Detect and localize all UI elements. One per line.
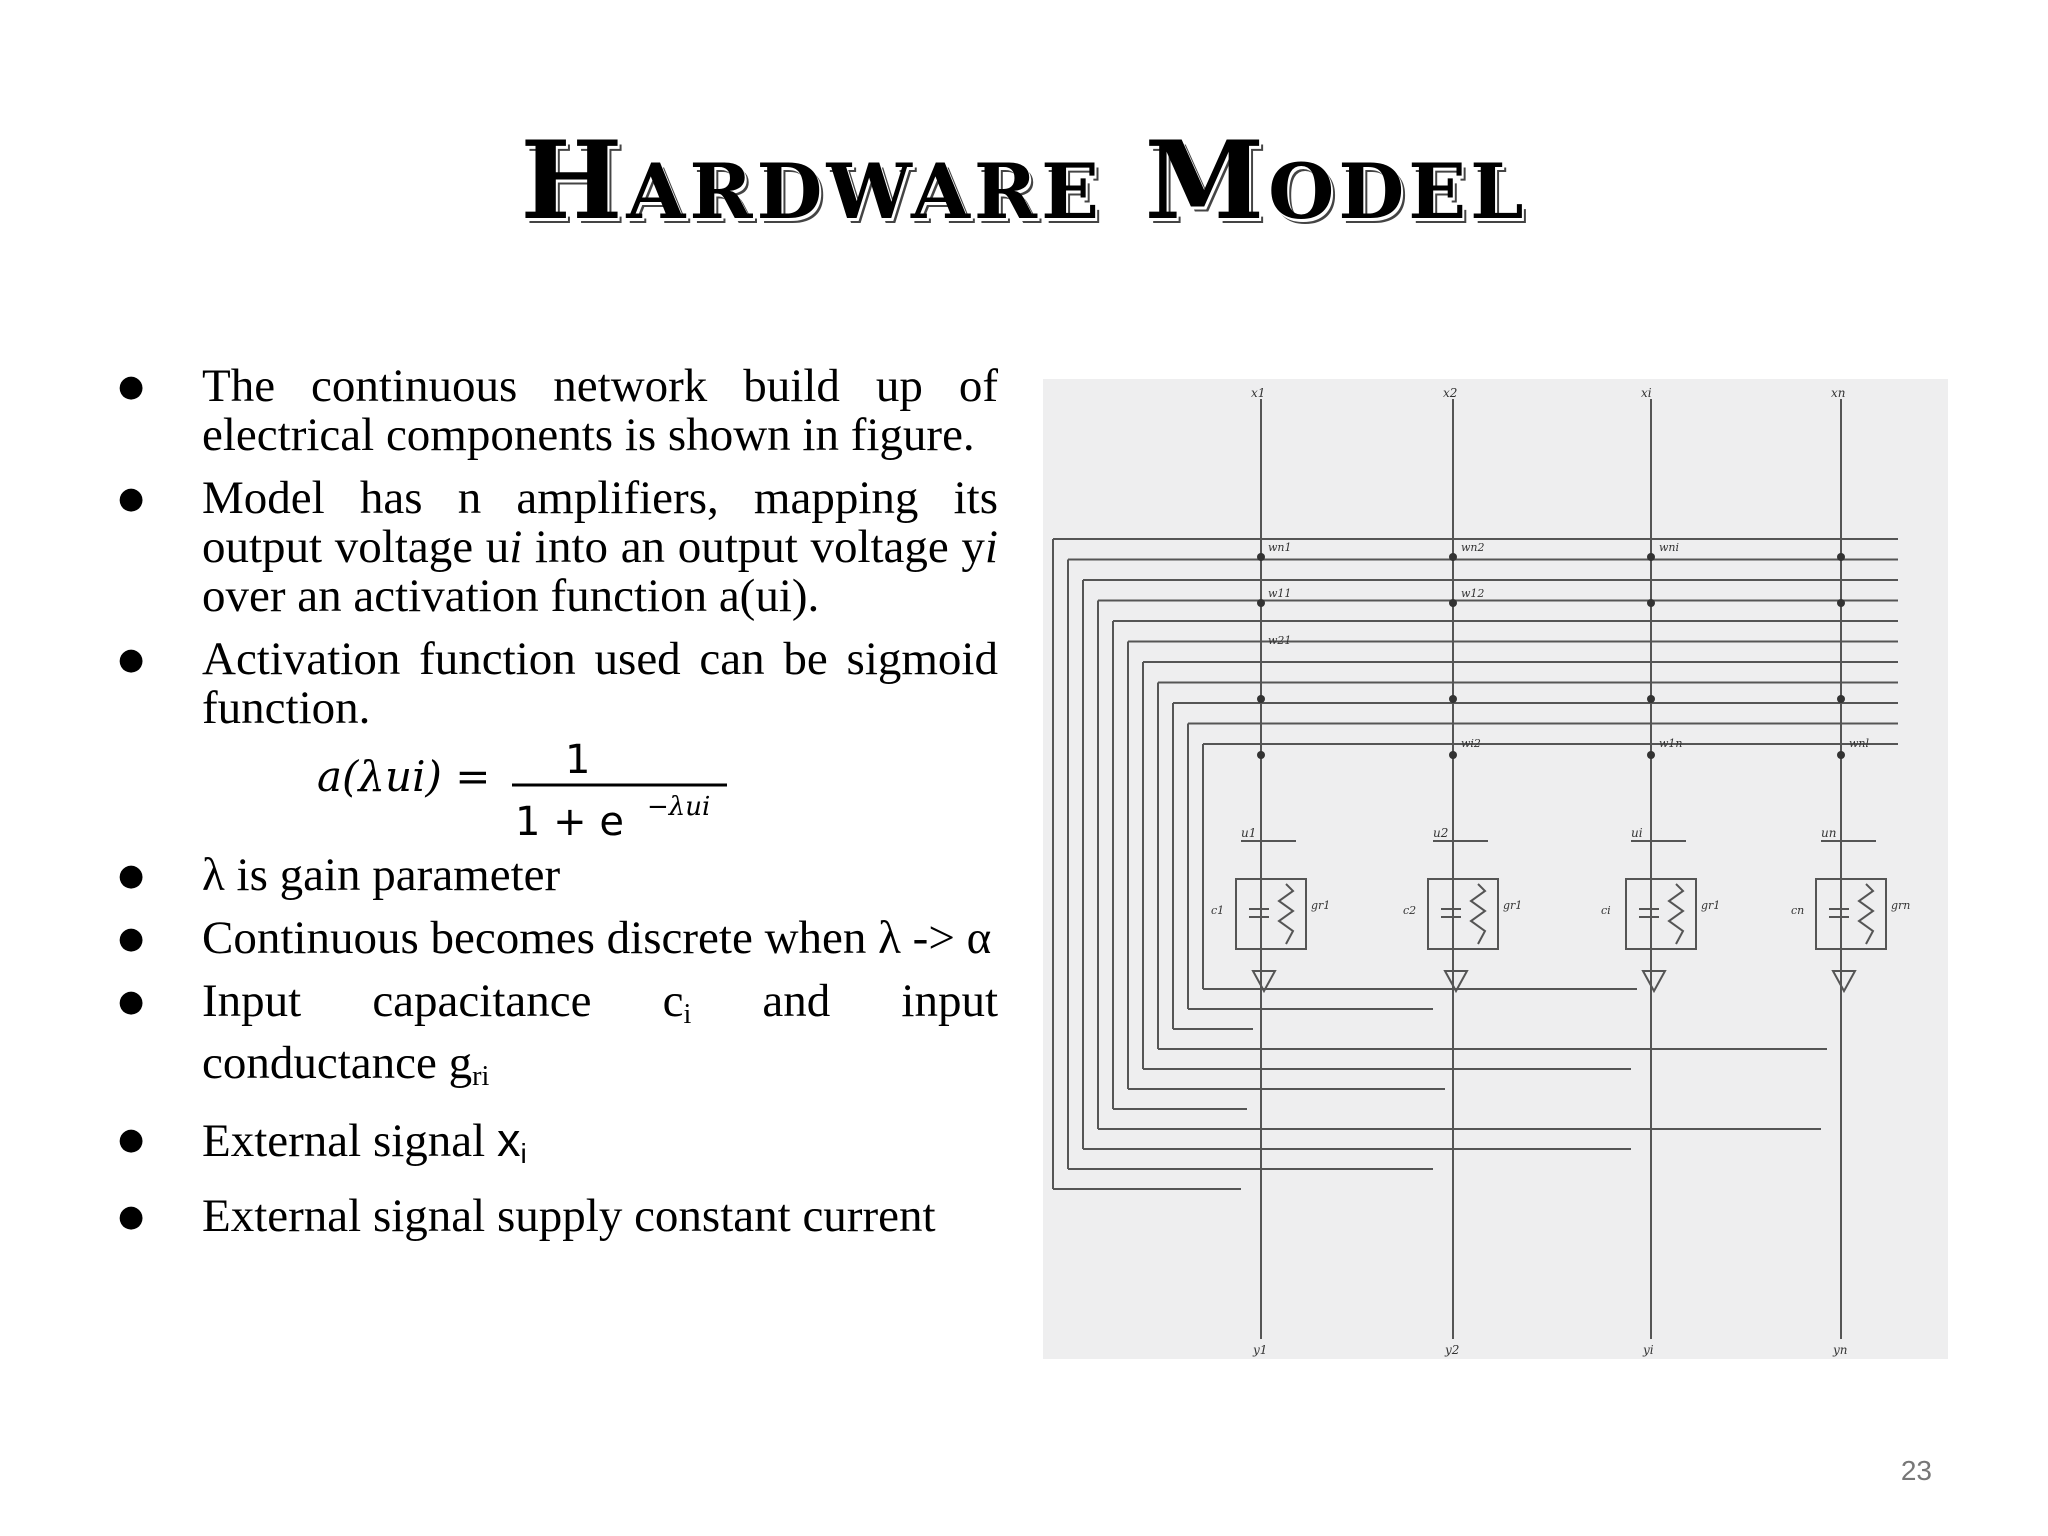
bullet-item: ● External signal $x_i$: [118, 1113, 527, 1170]
c-label: ci: [1601, 904, 1611, 917]
amplifier-triangle: [1833, 971, 1855, 991]
formula-denominator: 1 + e: [515, 799, 625, 843]
formula-numerator: 1: [565, 737, 591, 783]
gr-label: grn: [1891, 899, 1911, 912]
bullet-item: ● External signal supply constant current: [118, 1190, 936, 1243]
rc-block: [1816, 879, 1886, 949]
bullet-item: ● Continuous becomes discrete when λ -> α: [118, 912, 992, 964]
weight-node: [1257, 695, 1265, 703]
weight-node: [1647, 695, 1655, 703]
x-label: xn: [1831, 386, 1846, 400]
weight-label: w12: [1461, 587, 1485, 600]
resistor-zigzag: [1859, 884, 1873, 944]
weight-label: w1n: [1659, 737, 1683, 750]
gr-label: gr1: [1701, 899, 1721, 912]
weight-label: w11: [1268, 587, 1292, 600]
bullet-item: ● Model has n amplifiers, mapping its output voltage ui into an output voltage yi over an activation function a(ui).: [118, 472, 998, 622]
bullet-dot-icon: ●: [118, 921, 145, 956]
gr-label: gr1: [1311, 899, 1331, 912]
slide-title: Hardware Model: [520, 118, 1528, 244]
rc-block: [1626, 879, 1696, 949]
bullet-item: ● λ is gain parameter: [118, 849, 561, 901]
weight-node: [1647, 599, 1655, 607]
resistor-zigzag: [1669, 884, 1683, 944]
weight-node: [1257, 553, 1265, 561]
rc-block: [1428, 879, 1498, 949]
x-label: xi: [1641, 386, 1652, 400]
sigmoid-formula: [202, 735, 998, 845]
u-label: u1: [1241, 826, 1257, 840]
weight-label: wn1: [1268, 541, 1292, 554]
gr-label: gr1: [1503, 899, 1523, 912]
weight-node: [1837, 751, 1845, 759]
bullet-dot-icon: ●: [118, 858, 145, 893]
c-label: c2: [1403, 904, 1417, 917]
formula-lhs: a(λui) =: [317, 752, 491, 801]
u-label: u2: [1433, 826, 1449, 840]
bullet-list: [118, 362, 998, 1255]
bullet-item: ● Activation function used can be sigmoid function. a(λui) = 1 1 + e −λui: [118, 633, 998, 843]
weight-label: wni: [1659, 541, 1680, 554]
y-label: yn: [1833, 1343, 1848, 1357]
x-label: x2: [1443, 386, 1458, 400]
page-number: 23: [1900, 1455, 1932, 1486]
u-label: un: [1821, 826, 1837, 840]
bullet-dot-icon: ●: [118, 984, 145, 1019]
circuit-figure: [1043, 379, 1948, 1359]
bullet-dot-icon: ●: [118, 1199, 145, 1235]
weight-label: wn2: [1461, 541, 1485, 554]
weight-node: [1647, 751, 1655, 759]
weight-node: [1449, 599, 1457, 607]
resistor-zigzag: [1279, 884, 1293, 944]
weight-node: [1257, 599, 1265, 607]
weight-node: [1837, 599, 1845, 607]
bullet-dot-icon: ●: [118, 642, 145, 677]
circuit-diagram: [1043, 379, 1948, 1359]
bullet-dot-icon: ●: [118, 369, 145, 404]
bullet-dot-icon: ●: [118, 481, 145, 516]
weight-label: wnl: [1849, 737, 1870, 750]
bullet-dot-icon: ●: [118, 1122, 145, 1158]
weight-node: [1837, 553, 1845, 561]
weight-label: w21: [1268, 634, 1292, 647]
rc-block: [1236, 879, 1306, 949]
x-label: x1: [1251, 386, 1266, 400]
resistor-zigzag: [1471, 884, 1485, 944]
weight-node: [1837, 695, 1845, 703]
y-label: yi: [1643, 1343, 1654, 1357]
c-label: cn: [1791, 904, 1805, 917]
weight-node: [1449, 695, 1457, 703]
bullet-item: ● The continuous network build up of electrical components is shown in figure.: [118, 360, 998, 461]
weight-node: [1647, 553, 1655, 561]
formula-exponent: −λui: [647, 792, 711, 822]
formula-svg: [317, 735, 737, 843]
weight-node: [1449, 553, 1457, 561]
weight-node: [1257, 751, 1265, 759]
bullet-item: ● Input capacitance $c_i$ and input conductance $g_{ri}$: [118, 975, 999, 1093]
weight-label: wi2: [1461, 737, 1481, 750]
amplifier-triangle: [1643, 971, 1665, 991]
c-label: c1: [1211, 904, 1225, 917]
u-label: ui: [1631, 826, 1643, 840]
y-label: y1: [1253, 1343, 1268, 1357]
y-label: y2: [1445, 1343, 1460, 1357]
weight-node: [1449, 751, 1457, 759]
